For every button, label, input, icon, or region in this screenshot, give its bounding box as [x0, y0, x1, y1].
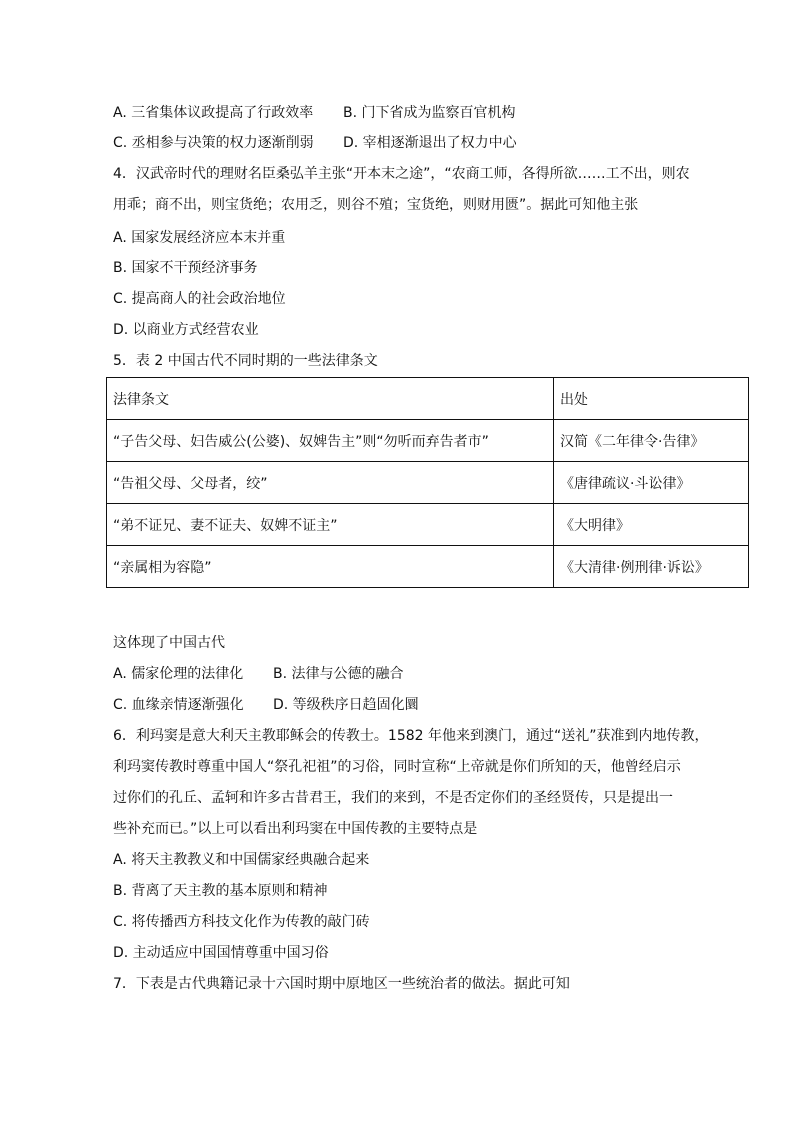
table-header-row [107, 378, 749, 420]
q4-option-b: B. 国家不干预经济事务 [113, 260, 258, 276]
q5-options-row-1 [113, 664, 404, 684]
q6-option-a: A. 将天主教教义和中国儒家经典融合起来 [113, 852, 370, 868]
law-source-cell: 《唐律疏议·斗讼律》 [554, 462, 749, 504]
q6-stem-line-3: 过你们的孔丘、孟轲和许多古昔君王，我们的来到，不是否定你们的圣经贤传，只是提出一 [113, 790, 673, 806]
table-row [107, 420, 749, 462]
q5-option-b: B. 法律与公德的融合 [273, 666, 404, 682]
law-text-cell: “弟不证兄、妻不证夫、奴婢不证主” [107, 504, 554, 546]
q3-option-d: D. 宰相逐渐退出了权力中心 [343, 135, 517, 151]
law-table [106, 377, 749, 588]
law-text-cell: “子告父母、妇告威公(公婆)、奴婢告主”则“勿听而弃告者市” [107, 420, 554, 462]
q6-stem-line-1: 6．利玛窦是意大利天主教耶稣会的传教士。1582 年他来到澳门，通过“送礼”获准到内地传教， [113, 728, 709, 744]
table-row [107, 462, 749, 504]
law-text-cell: “告祖父母、父母者，绞” [107, 462, 554, 504]
q3-options-row-2 [113, 133, 517, 153]
q5-option-a: A. 儒家伦理的法律化 [113, 666, 244, 682]
q7-stem: 7．下表是古代典籍记录十六国时期中原地区一些统治者的做法。据此可知 [113, 976, 570, 992]
q6-stem-line-4: 些补充而已。”以上可以看出利玛窦在中国传教的主要特点是 [113, 821, 478, 837]
q6-option-b: B. 背离了天主教的基本原则和精神 [113, 883, 328, 899]
q6-option-d: D. 主动适应中国国情尊重中国习俗 [113, 945, 329, 961]
table-row [107, 504, 749, 546]
table-header-cell: 法律条文 [107, 378, 554, 420]
q3-option-a: A. 三省集体议政提高了行政效率 [113, 105, 314, 121]
law-source-cell: 汉简《二年律令·告律》 [554, 420, 749, 462]
q4-option-c: C. 提高商人的社会政治地位 [113, 291, 286, 307]
law-text-cell: “亲属相为容隐” [107, 546, 554, 588]
q6-stem-line-2: 利玛窦传教时尊重中国人“祭孔祀祖”的习俗，同时宣称“上帝就是你们所知的天，他曾经启示 [113, 759, 681, 775]
q4-stem-line-2: 用乖；商不出，则宝货绝；农用乏，则谷不殖；宝货绝，则财用匮”。据此可知他主张 [113, 197, 639, 213]
q4-stem-line-1: 4．汉武帝时代的理财名臣桑弘羊主张“开本末之途”，“农商工师，各得所欲……工不出，则农 [113, 166, 690, 182]
q3-option-b: B. 门下省成为监察百官机构 [343, 105, 516, 121]
law-source-cell: 《大明律》 [554, 504, 749, 546]
law-source-cell: 《大清律·例刑律·诉讼》 [554, 546, 749, 588]
q6-option-c: C. 将传播西方科技文化作为传教的敲门砖 [113, 914, 370, 930]
q5-options-row-2 [113, 695, 419, 715]
q5-option-c: C. 血缘亲情逐渐强化 [113, 697, 244, 713]
q3-option-c: C. 丞相参与决策的权力逐渐削弱 [113, 135, 314, 151]
q5-option-d: D. 等级秩序日趋固化圜 [273, 697, 419, 713]
q5-stem: 5．表 2 中国古代不同时期的一些法律条文 [113, 353, 378, 369]
q5-after-table: 这体现了中国古代 [113, 635, 225, 651]
q4-option-d: D. 以商业方式经营农业 [113, 322, 259, 338]
table-header-cell: 出处 [554, 378, 749, 420]
q4-option-a: A. 国家发展经济应本末并重 [113, 230, 286, 246]
table-row [107, 546, 749, 588]
q3-options-row-1 [113, 103, 516, 123]
